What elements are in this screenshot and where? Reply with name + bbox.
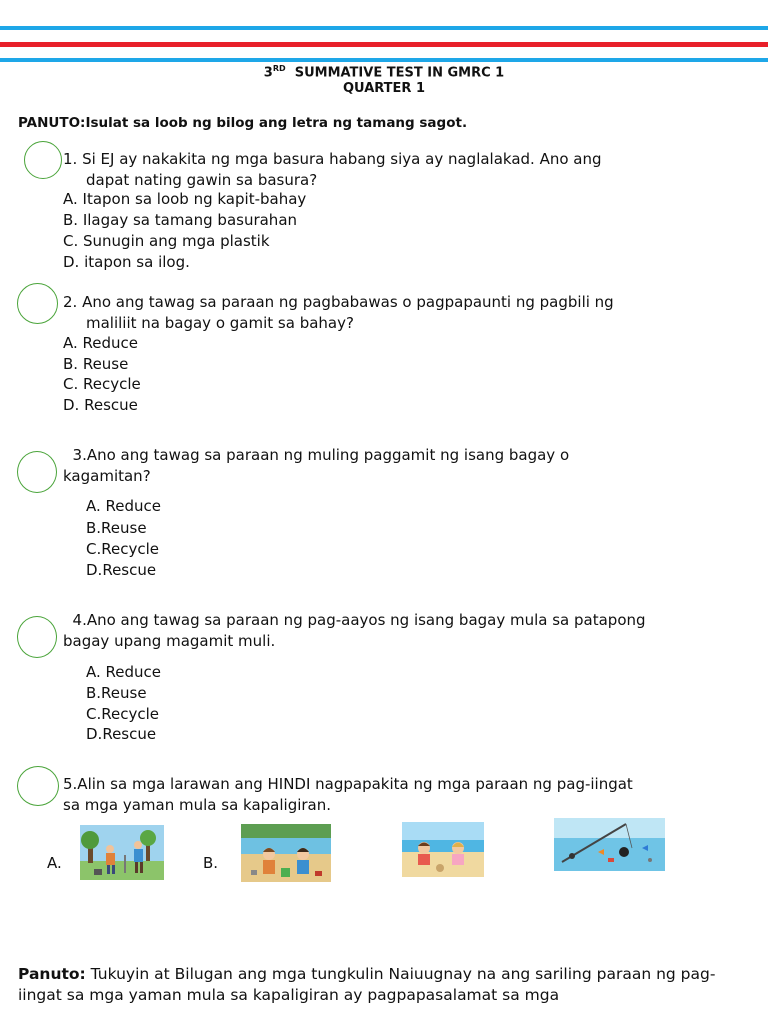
answer-circle-4[interactable] xyxy=(17,616,57,658)
q3-option-b: B.Reuse xyxy=(86,519,147,537)
answer-circle-5[interactable] xyxy=(17,766,59,806)
picture-letter-b: B. xyxy=(203,854,219,872)
picture-c-beach-image[interactable] xyxy=(402,822,484,877)
panuto-text: Tukuyin at Bilugan ang mga tungkulin Naiuugnay na ang sariling paraan ng pag-iingat sa mga yaman mula sa kapaligiran ay pagpapasalamat sa mga xyxy=(18,965,716,1004)
q2-option-a: A. Reduce xyxy=(63,334,139,352)
picture-a-cleaning-image[interactable] xyxy=(80,825,164,880)
page-title: 3RD SUMMATIVE TEST IN GMRC 1 xyxy=(263,64,505,81)
top-stripe-red xyxy=(0,42,768,47)
page-subtitle: QUARTER 1 xyxy=(342,81,426,96)
q3-option-a: A. Reduce xyxy=(86,497,162,515)
q2-option-c: C. Recycle xyxy=(63,375,141,393)
q1-option-c: C. Sunugin ang mga plastik xyxy=(63,232,270,250)
answer-circle-1[interactable] xyxy=(24,141,62,179)
question-2: 2. Ano ang tawag sa paraan ng pagbabawas o pagpapaunti ng pagbili ng maliliit na bagay o gamit sa bahay? xyxy=(63,293,614,332)
top-stripe-blue-2 xyxy=(0,58,768,62)
instructions: PANUTO:Isulat sa loob ng bilog ang letra ng tamang sagot. xyxy=(18,115,468,131)
q4-option-c: C.Recycle xyxy=(86,705,159,723)
picture-b-river-cleanup-image[interactable] xyxy=(241,824,331,882)
q2-option-d: D. Rescue xyxy=(63,396,138,414)
q2-option-b: B. Reuse xyxy=(63,355,129,373)
picture-d-fishing-image[interactable] xyxy=(554,818,665,871)
panuto-label: Panuto: xyxy=(18,965,86,983)
q4-option-a: A. Reduce xyxy=(86,663,162,681)
q1-option-a: A. Itapon sa loob ng kapit-bahay xyxy=(63,190,307,208)
panuto-second-instruction xyxy=(18,964,758,1006)
q3-option-d: D.Rescue xyxy=(86,561,157,579)
q1-option-d: D. itapon sa ilog. xyxy=(63,253,190,271)
q4-option-b: B.Reuse xyxy=(86,684,147,702)
q1-option-b: B. Ilagay sa tamang basurahan xyxy=(63,211,298,229)
answer-circle-3[interactable] xyxy=(17,451,57,493)
answer-circle-2[interactable] xyxy=(17,283,58,324)
question-1: 1. Si EJ ay nakakita ng mga basura habang siya ay naglalakad. Ano ang dapat nating gawin sa basura? xyxy=(63,150,602,189)
question-5: 5.Alin sa mga larawan ang HINDI nagpapakita ng mga paraan ng pag-iingat sa mga yaman mula sa kapaligiran. xyxy=(63,775,633,814)
q3-option-c: C.Recycle xyxy=(86,540,159,558)
question-4: 4.Ano ang tawag sa paraan ng pag-aayos ng isang bagay mula sa patapong bagay upang magamit muli. xyxy=(63,611,646,650)
question-3: 3.Ano ang tawag sa paraan ng muling paggamit ng isang bagay o kagamitan? xyxy=(63,446,570,485)
q4-option-d: D.Rescue xyxy=(86,725,157,743)
top-stripe-blue-1 xyxy=(0,26,768,30)
picture-letter-a: A. xyxy=(47,854,62,872)
